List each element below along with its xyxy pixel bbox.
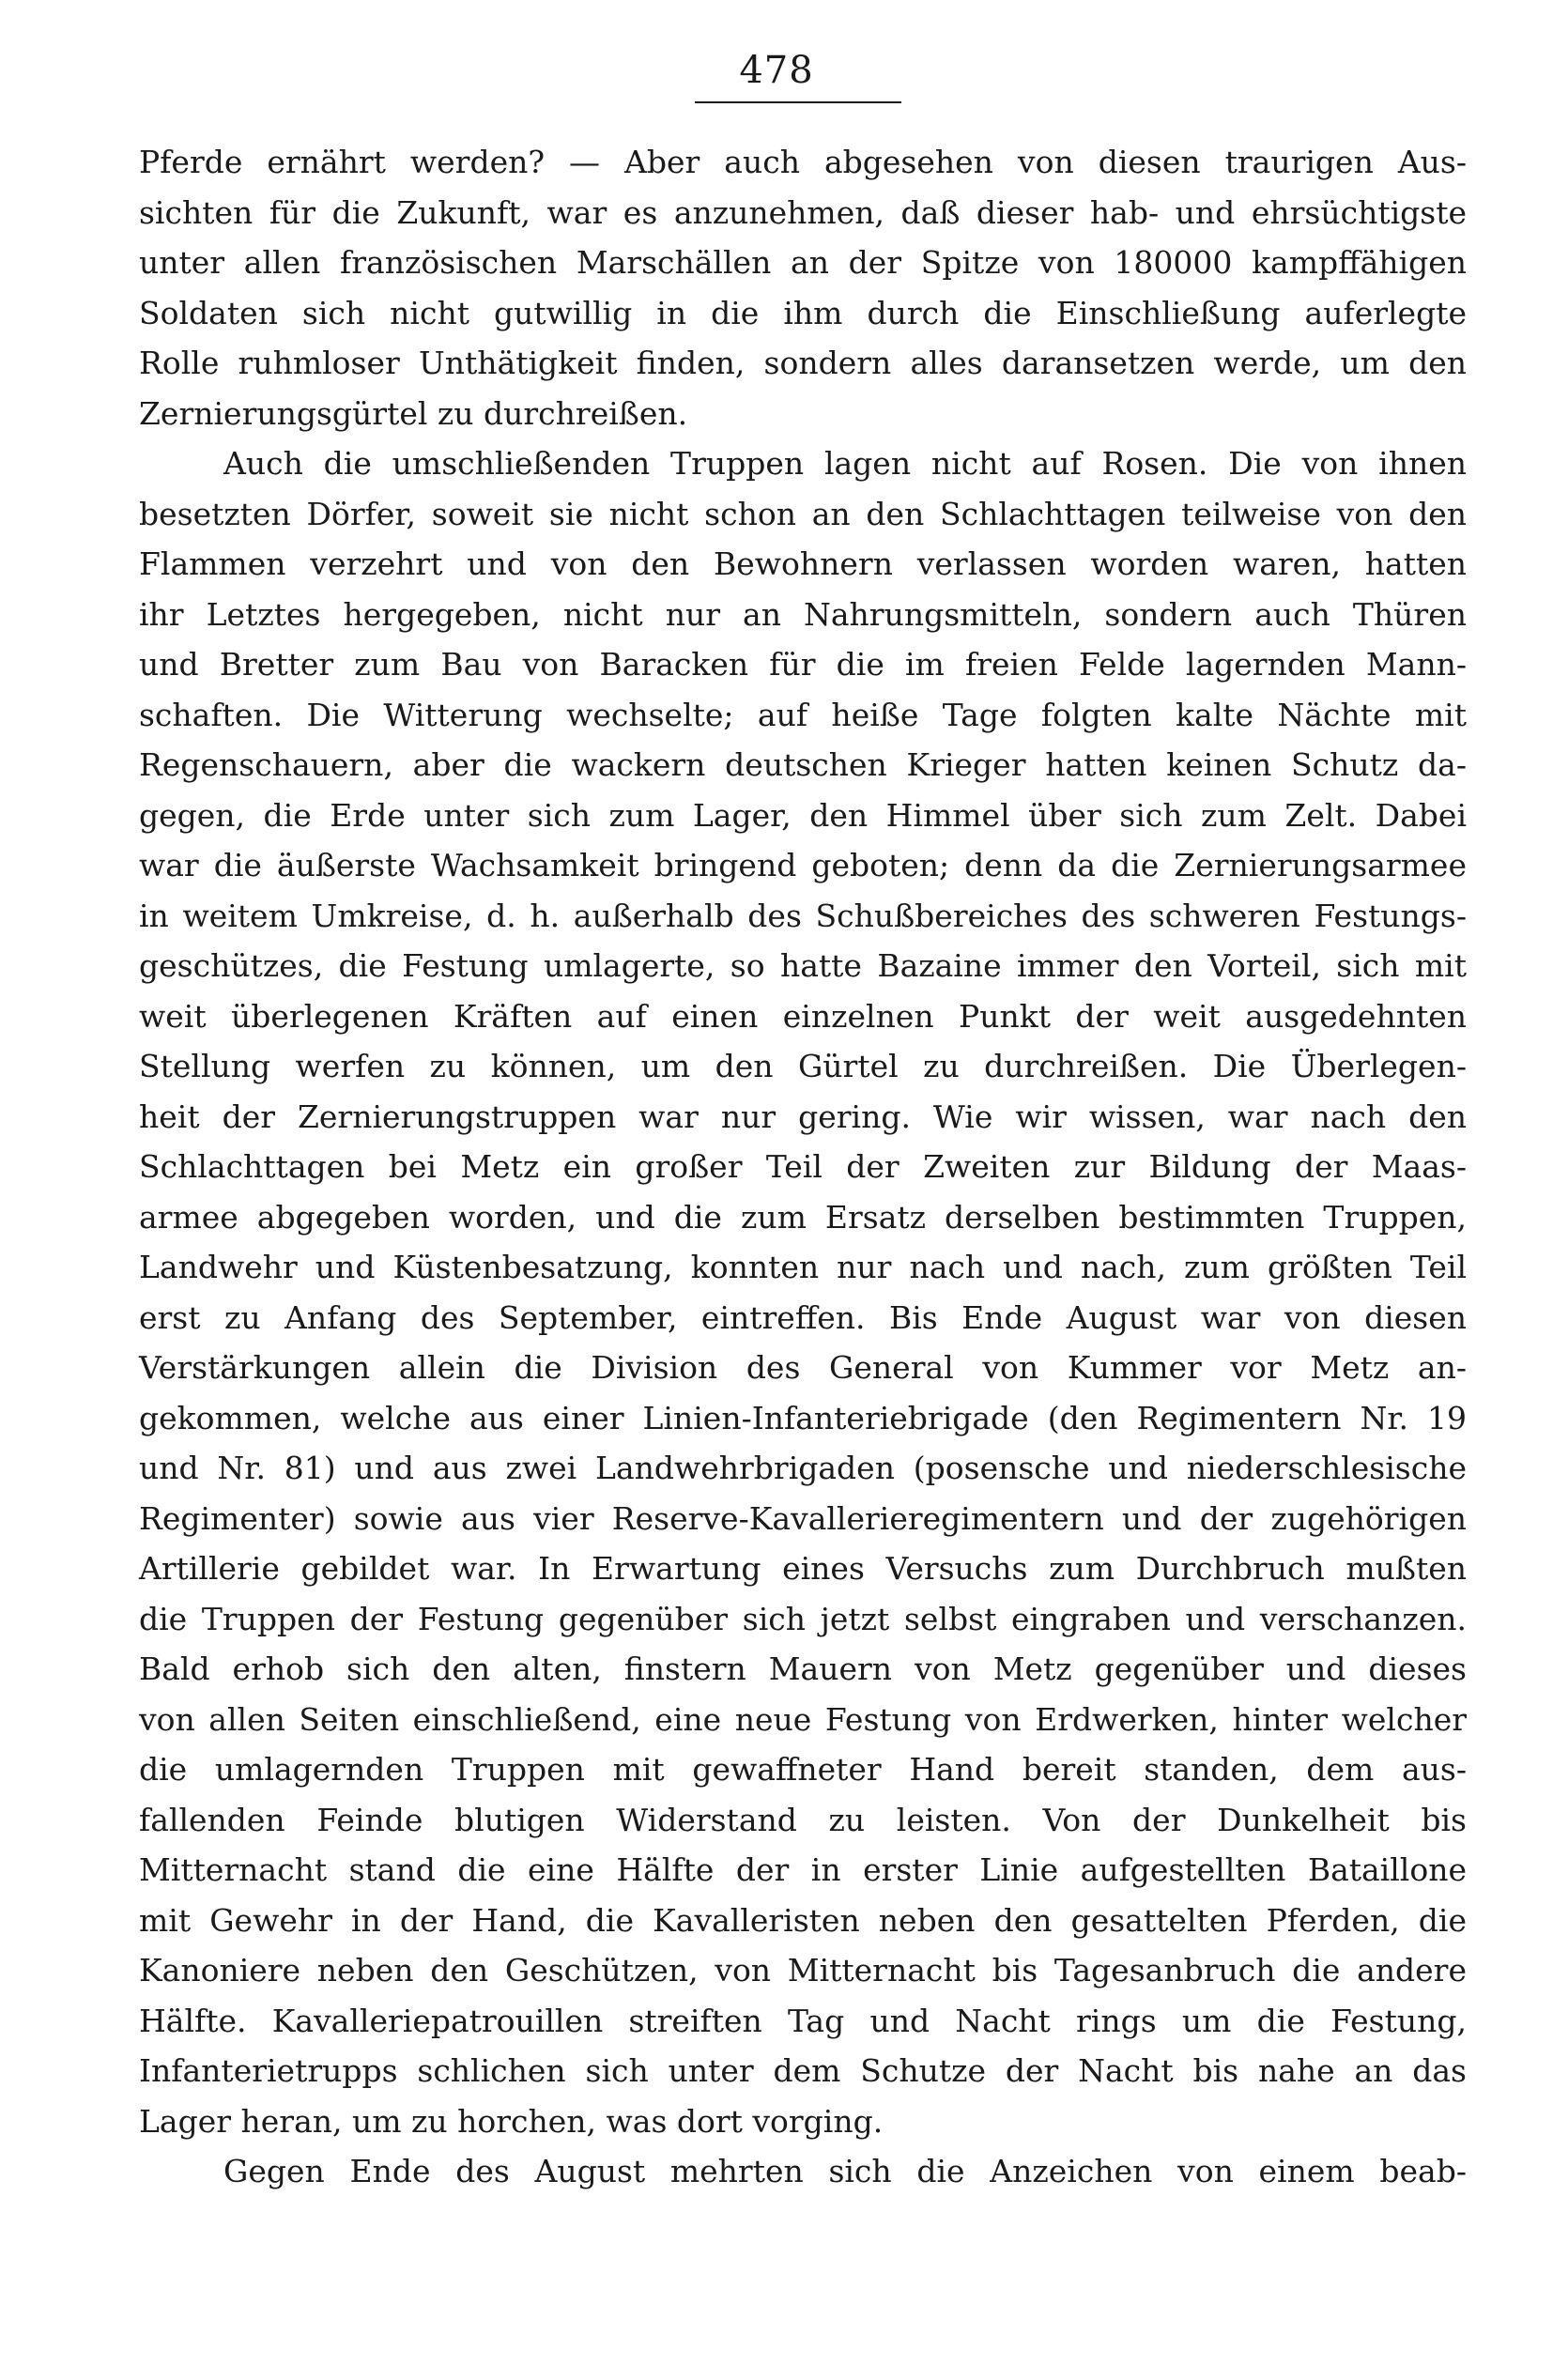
body-text (139, 137, 1467, 2197)
text-line: fallenden Feinde blutigen Widerstand zu leisten. Von der Dunkelheit bis (139, 1801, 1467, 1838)
text-line: gegen, die Erde unter sich zum Lager, den Himmel über sich zum Zelt. Dabei (139, 796, 1467, 834)
text-line: gekommen, welche aus einer Linien-Infanteriebrigade (den Regimentern Nr. 19 (139, 1399, 1467, 1436)
text-line: Artillerie gebildet war. In Erwartung eines Versuchs zum Durchbruch mußten (139, 1550, 1467, 1587)
text-line: unter allen französischen Marschällen an der Spitze von 180000 kampffähigen (139, 244, 1467, 281)
text-line: die umlagernden Truppen mit gewaffneter Hand bereit standen, dem aus- (139, 1751, 1467, 1788)
text-line: und Nr. 81) und aus zwei Landwehrbrigaden (posensche und niederschlesische (139, 1450, 1467, 1486)
text-line: heit der Zernierungstruppen war nur gering. Wie wir wissen, war nach den (139, 1098, 1467, 1135)
text-line: Regenschauern, aber die wackern deutschen Krieger hatten keinen Schutz da- (139, 746, 1467, 783)
text-line: Verstärkungen allein die Division des General von Kummer vor Metz an- (139, 1349, 1467, 1386)
text-line: Gegen Ende des August mehrten sich die Anzeichen von einem beab- (223, 2153, 1467, 2189)
text-line: geschützes, die Festung umlagerte, so hatte Bazaine immer den Vorteil, sich mit (139, 947, 1467, 984)
text-line: Landwehr und Küstenbesatzung, konnten nur nach und nach, zum größten Teil (139, 1249, 1467, 1285)
text-line: Zernierungsgürtel zu durchreißen. (139, 394, 688, 432)
text-line: Lager heran, um zu horchen, was dort vorging. (139, 2102, 884, 2140)
page-number-rule (695, 101, 901, 103)
page-number: 478 (739, 49, 814, 92)
text-line: Rolle ruhmloser Unthätigkeit finden, sondern alles daransetzen werde, um den (139, 345, 1467, 381)
text-line: Regimenter) sowie aus vier Reserve-Kavallerieregimentern und der zugehörigen (139, 1499, 1467, 1537)
text-line: ihr Letztes hergegeben, nicht nur an Nahrungsmitteln, sondern auch Thüren (139, 595, 1467, 633)
text-line: Mitternacht stand die eine Hälfte der in erster Linie aufgestellten Bataillone (139, 1851, 1467, 1888)
text-line: von allen Seiten einschließend, eine neue Festung von Erdwerken, hinter welcher (139, 1700, 1467, 1738)
text-line: weit überlegenen Kräften auf einen einzelnen Punkt der weit ausgedehnten (139, 997, 1467, 1035)
text-line: mit Gewehr in der Hand, die Kavalleristen neben den gesattelten Pferden, die (139, 1901, 1467, 1939)
text-line: die Truppen der Festung gegenüber sich jetzt selbst eingraben und verschanzen. (139, 1600, 1467, 1637)
text-line: in weitem Umkreise, d. h. außerhalb des Schußbereiches des schweren Festungs- (139, 897, 1467, 934)
text-line: Soldaten sich nicht gutwillig in die ihm durch die Einschließung auferlegte (139, 294, 1467, 331)
text-line: war die äußerste Wachsamkeit bringend geboten; denn da die Zernierungsarmee (139, 847, 1467, 883)
text-line: Auch die umschließenden Truppen lagen nicht auf Rosen. Die von ihnen (223, 445, 1467, 482)
text-line: armee abgegeben worden, und die zum Ersatz derselben bestimmten Truppen, (139, 1198, 1467, 1236)
text-line: Pferde ernährt werden? — Aber auch abgesehen von diesen traurigen Aus- (139, 144, 1467, 180)
text-line: Flammen verzehrt und von den Bewohnern verlassen worden waren, hatten (139, 545, 1467, 582)
text-line: sichten für die Zukunft, war es anzunehmen, daß dieser hab- und ehrsüchtigste (139, 193, 1467, 231)
text-line: besetzten Dörfer, soweit sie nicht schon an den Schlachttagen teilweise von den (139, 495, 1467, 532)
text-line: Stellung werfen zu können, um den Gürtel zu durchreißen. Die Überlegen- (139, 1048, 1467, 1084)
text-line: und Bretter zum Bau von Baracken für die im freien Felde lagernden Mann- (139, 646, 1467, 683)
text-line: schaften. Die Witterung wechselte; auf heiße Tage folgten kalte Nächte mit (139, 696, 1467, 733)
text-line: erst zu Anfang des September, eintreffen. Bis Ende August war von diesen (139, 1298, 1467, 1336)
text-line: Schlachttagen bei Metz ein großer Teil der Zweiten zur Bildung der Maas- (139, 1148, 1467, 1185)
text-line: Hälfte. Kavalleriepatrouillen streiften Tag und Nacht rings um die Festung, (139, 2002, 1467, 2039)
text-line: Infanterietrupps schlichen sich unter dem Schutze der Nacht bis nahe an das (139, 2052, 1467, 2089)
text-line: Kanoniere neben den Geschützen, von Mitternacht bis Tagesanbruch die andere (139, 1952, 1467, 1988)
text-line: Bald erhob sich den alten, finstern Mauern von Metz gegenüber und dieses (139, 1651, 1467, 1687)
